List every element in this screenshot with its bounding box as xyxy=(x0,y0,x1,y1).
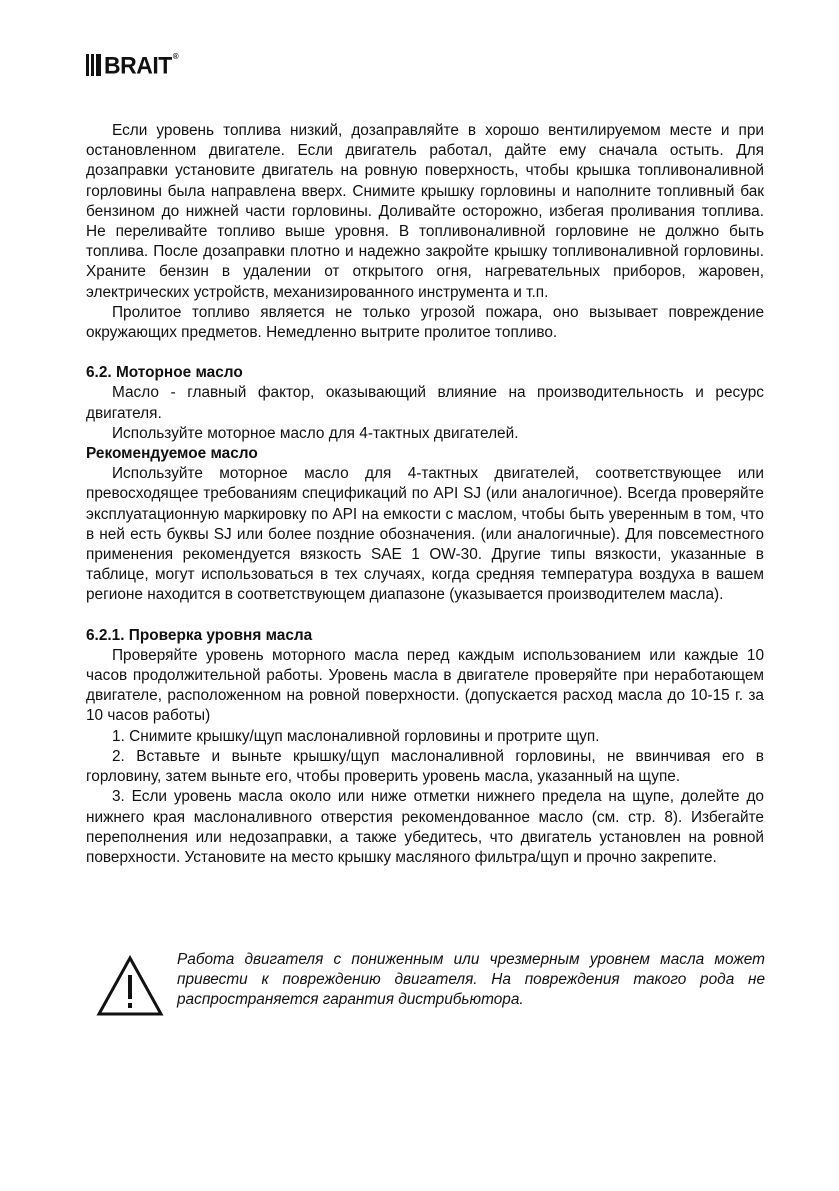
oil-paragraph-3: Используйте моторное масло для 4-тактных двигателей, соответствующее или превосходящее требованиям спецификаций по API SJ (или аналогичное). Всегда проверяйте эксплуатационную маркировку по API на емкости с маслом, чтобы быть уверенным в том, что в ней есть буквы SJ или более поздние обозначения. (или аналогичные). Для повсеместного применения рекомендуется вязкость SAE 1 OW-30. Другие типы вязкости, указанные в таблице, могут использоваться в тех случаях, когда средняя температура воздуха в вашем регионе находится в соответствующем диапазоне (указывается производителем масла). xyxy=(86,465,764,604)
oil-paragraph-1: Масло - главный фактор, оказывающий влияние на производительность и ресурс двигателя. xyxy=(86,384,764,422)
warning-block xyxy=(86,950,764,1040)
logo-registered-mark: ® xyxy=(172,52,179,61)
section-heading-oil-check: 6.2.1. Проверка уровня масла xyxy=(86,626,313,644)
fuel-paragraph-2: Пролитое топливо является не только угрозой пожара, оно вызывает повреждение окружающих предметов. Немедленно вытрите пролитое топливо. xyxy=(86,303,764,342)
warning-triangle-icon xyxy=(96,955,164,1017)
check-paragraph-1: Проверяйте уровень моторного масла перед каждым использованием или каждые 10 часов продолжительной работы. Уровень масла в двигателе проверяйте при неработающем двигателе, расположенном на ровной поверхности. (допускается расход масла до 10-15 г. за 10 часов работы) xyxy=(86,646,764,725)
check-step-1: 1. Снимите крышку/щуп маслоналивной горловины и протрите щуп. xyxy=(112,727,600,745)
check-step-3: 3. Если уровень масла около или ниже отметки нижнего предела на щупе, долейте до нижнего края маслоналивного отверстия рекомендованное масло (см. стр. 8). Избегайте переполнения или недозаправки, а также убедитесь, что двигатель установлен на ровной поверхности. Установите на место крышку масляного фильтра/щуп и прочно закрепите. xyxy=(86,788,764,866)
warning-text: Работа двигателя с пониженным или чрезмерным уровнем масла может привести к повреждению двигателя. На повреждения такого рода не распространяется гарантия дистрибьютора. xyxy=(177,951,765,1009)
brait-logo xyxy=(86,50,179,79)
oil-paragraph-2: Используйте моторное масло для 4-тактных двигателей. xyxy=(112,424,519,442)
check-step-2: 2. Вставьте и выньте крышку/щуп маслоналивной горловины, не ввинчивая его в горловину, затем выньте его, чтобы проверить уровень масла, указанный на щупе. xyxy=(86,747,764,786)
logo-text: BRAIT xyxy=(104,51,172,79)
logo-bars-icon xyxy=(86,54,101,76)
page-body xyxy=(86,121,764,868)
section-heading-oil: 6.2. Моторное масло xyxy=(86,364,243,382)
fuel-paragraph-1: Если уровень топлива низкий, дозаправляйте в хорошо вентилируемом месте и при остановленном двигателе. Если двигатель работал, дайте ему сначала остыть. Для дозаправки установите двигатель на ровную поверхность, чтобы крышка топливоналивной горловины была направлена вверх. Снимите крышку горловины и наполните топливный бак бензином до нижней части горловины. Доливайте осторожно, избегая проливания топлива. Не переливайте топливо выше уровня. В топливоналивной горловине не должно быть топлива. После дозаправки плотно и надежно закройте крышку топливоналивной горловины. Храните бензин в удалении от открытого огня, нагревательных приборов, жаровен, электрических устройств, механизированного инструмента и т.п. xyxy=(86,122,764,301)
subheading-recommended-oil: Рекомендуемое масло xyxy=(86,445,258,463)
